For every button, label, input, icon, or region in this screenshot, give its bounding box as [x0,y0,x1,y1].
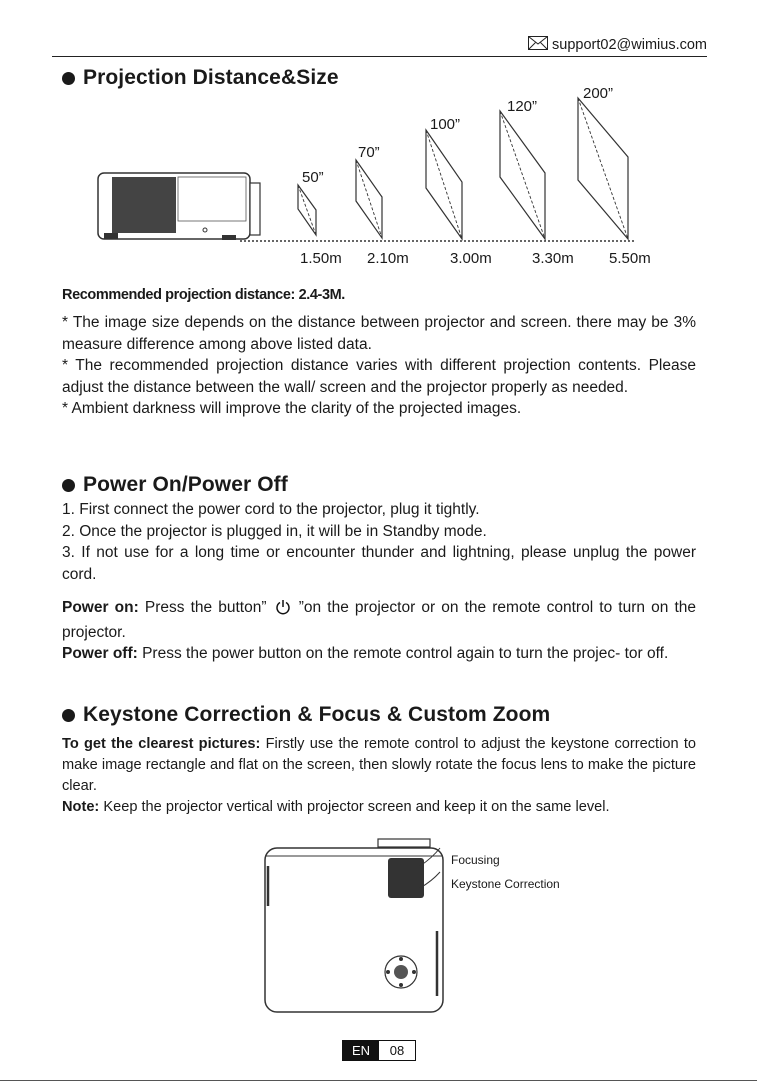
projector-side-illustration [98,173,260,240]
note-2: * The recommended projection distance varies with different projection contents. Please adjust the distance between the wall/ screen and the projector properly as needed. [62,357,696,396]
page-indicator [342,1040,416,1061]
callout-keystone: Keystone Correction [451,877,560,891]
clear-pictures-paragraph: To get the clearest pictures: Firstly use the remote control to adjust the keystone correction to make image rectangle and flat on the screen, then slowly rotate the focus lens to make the picture clear. [62,736,696,794]
bullet-icon [62,72,75,85]
email-address: support02@wimius.com [552,37,707,53]
size-label-120: 120” [507,98,538,115]
power-off-label: Power off: [62,645,138,662]
note-label: Note: [62,799,100,815]
power-off-paragraph: Power off: Press the power button on the remote control again to turn the projec- tor off. [62,645,669,662]
header-email [528,36,707,54]
projection-notes [62,312,696,420]
distance-label-2: 2.10m [367,250,409,267]
section-title-projection: Projection Distance&Size [62,66,339,90]
note-3: * Ambient darkness will improve the clarity of the projected images. [62,400,522,417]
header-rule [52,56,707,57]
section-title-power: Power On/Power Off [62,473,288,497]
power-on-paragraph: Power on: Press the button” ”on the projector or on the remote control to turn on the projector. [62,599,697,641]
clear-pictures-label: To get the clearest pictures: [62,736,261,752]
power-step-1: 1. First connect the power cord to the projector, plug it tightly. [62,501,480,518]
power-instructions [62,597,696,665]
distance-label-1: 1.50m [300,250,342,267]
projector-top-illustration [260,836,450,1016]
size-label-70: 70” [358,144,380,161]
size-label-50: 50” [302,169,324,186]
power-step-2: 2. Once the projector is plugged in, it will be in Standby mode. [62,522,487,540]
distance-label-5: 5.50m [609,250,651,267]
distance-label-4: 3.30m [532,250,574,267]
bullet-icon [62,479,75,492]
power-steps [62,499,696,585]
language-badge: EN [343,1041,379,1060]
size-label-100: 100” [430,116,461,133]
distance-label-3: 3.00m [450,250,492,267]
power-on-label: Power on: [62,599,139,616]
note-1: * The image size depends on the distance between projector and screen. there may be 3% measure difference among above listed data. [62,314,696,353]
power-icon [275,599,291,622]
power-step-3: 3. If not use for a long time or encounter thunder and lightning, please unplug the power cord. [62,544,696,583]
projection-diagram [90,85,650,255]
bullet-icon [62,709,75,722]
section-title-keystone: Keystone Correction & Focus & Custom Zoom [62,703,550,727]
footer-rule [0,1080,757,1081]
recommended-distance: Recommended projection distance: 2.4-3M. [62,287,345,303]
callout-focusing: Focusing [451,853,500,867]
size-label-200: 200” [583,85,614,102]
note-paragraph: Note: Keep the projector vertical with projector screen and keep it on the same level. [62,799,610,815]
page-number: 08 [379,1041,415,1060]
envelope-icon [528,36,548,54]
keystone-instructions [62,734,696,818]
